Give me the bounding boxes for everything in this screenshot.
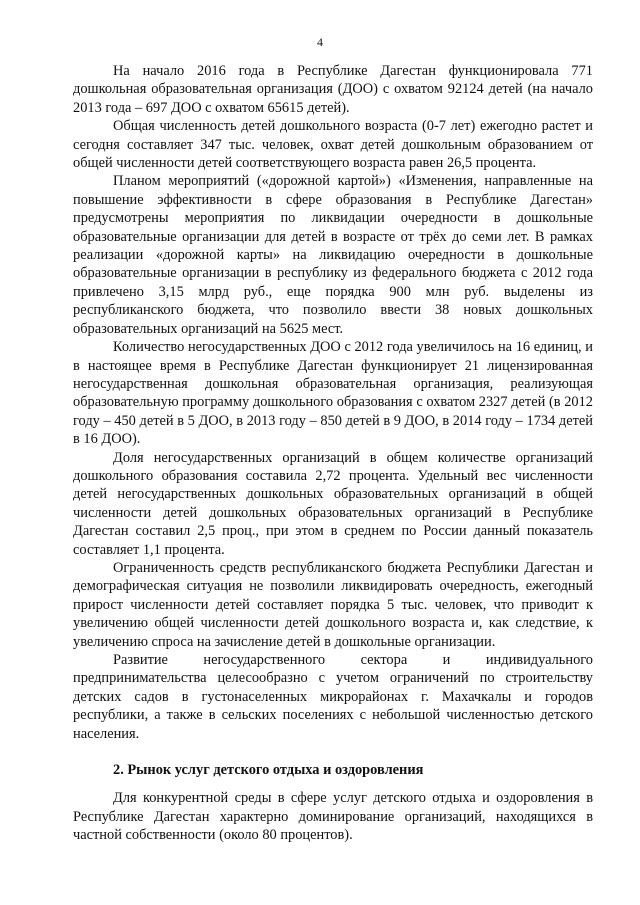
section-heading: 2. Рынок услуг детского отдыха и оздоровления bbox=[113, 762, 424, 779]
paragraph: Ограниченность средств республиканского бюджета Республики Дагестан и демографическая ситуация не позволили ликвидировать очередность, ежегодный прирост численности детей составляет порядка 5 тыс. человек, что приводит к увеличению общей численности детей дошкольного возраста и, как следствие, к увеличению спроса на зачисление детей в дошкольные организации. bbox=[73, 559, 593, 650]
paragraph: Доля негосударственных организаций в общем количестве организаций дошкольного образования составила 2,72 процента. Удельный вес численности детей негосударственных дошкольных образовательных организаций в общей численности детей дошкольных образовательных организаций в Республике Дагестан составил 2,5 проц., при этом в среднем по России данный показатель составляет 1,1 процента. bbox=[73, 449, 593, 558]
paragraph: Для конкурентной среды в сфере услуг детского отдыха и оздоровления в Республике Дагестан характерно доминирование организаций, находящихся в частной собственности (около 80 процентов). bbox=[73, 790, 593, 844]
paragraph: Планом мероприятий («дорожной картой») «Изменения, направленные на повышение эффективности в сфере образования в Республике Дагестан» предусмотрены мероприятия по ликвидации очередности в дошкольные образовательные организации для детей в возрасте от трёх до семи лет. В рамках реализации «дорожной карты» на ликвидацию очередности в дошкольные образовательные организации в республику из федерального бюджета с 2012 года привлечено 3,15 млрд руб., еще порядка 900 млн руб. выделены из республиканского бюджета, что позволило ввести 38 новых дошкольных образовательных организаций на 5625 мест. bbox=[73, 173, 593, 337]
paragraph: На начало 2016 года в Республике Дагестан функционировала 771 дошкольная образовательная организация (ДОО) с охватом 92124 детей (на начало 2013 года – 697 ДОО с охватом 65615 детей). bbox=[73, 63, 593, 116]
paragraph: Количество негосударственных ДОО с 2012 года увеличилось на 16 единиц, и в настоящее время в Республике Дагестан функционирует 21 лицензированная негосударственная дошкольная образовательная организация, реализующая образовательную программу дошкольного образования с охватом 2327 детей (в 2012 году – 450 детей в 5 ДОО, в 2013 году – 850 детей в 9 ДОО, в 2014 году – 1734 детей в 16 ДОО). bbox=[73, 339, 593, 448]
paragraph: Общая численность детей дошкольного возраста (0-7 лет) ежегодно растет и сегодня составляет 347 тыс. человек, охват детей дошкольным образованием от общей численности детей соответствующего возраста равен 26,5 процента. bbox=[73, 118, 593, 172]
page-number: 4 bbox=[317, 35, 323, 49]
document-body bbox=[73, 62, 593, 845]
paragraph: Развитие негосударственного сектора и индивидуального предпринимательства целесообразно с учетом ограничений по строительству детских садов в густонаселенных микрорайонах г. Махачкалы и городов республики, а также в сельских поселениях с небольшой численностью детского населения. bbox=[73, 652, 593, 742]
